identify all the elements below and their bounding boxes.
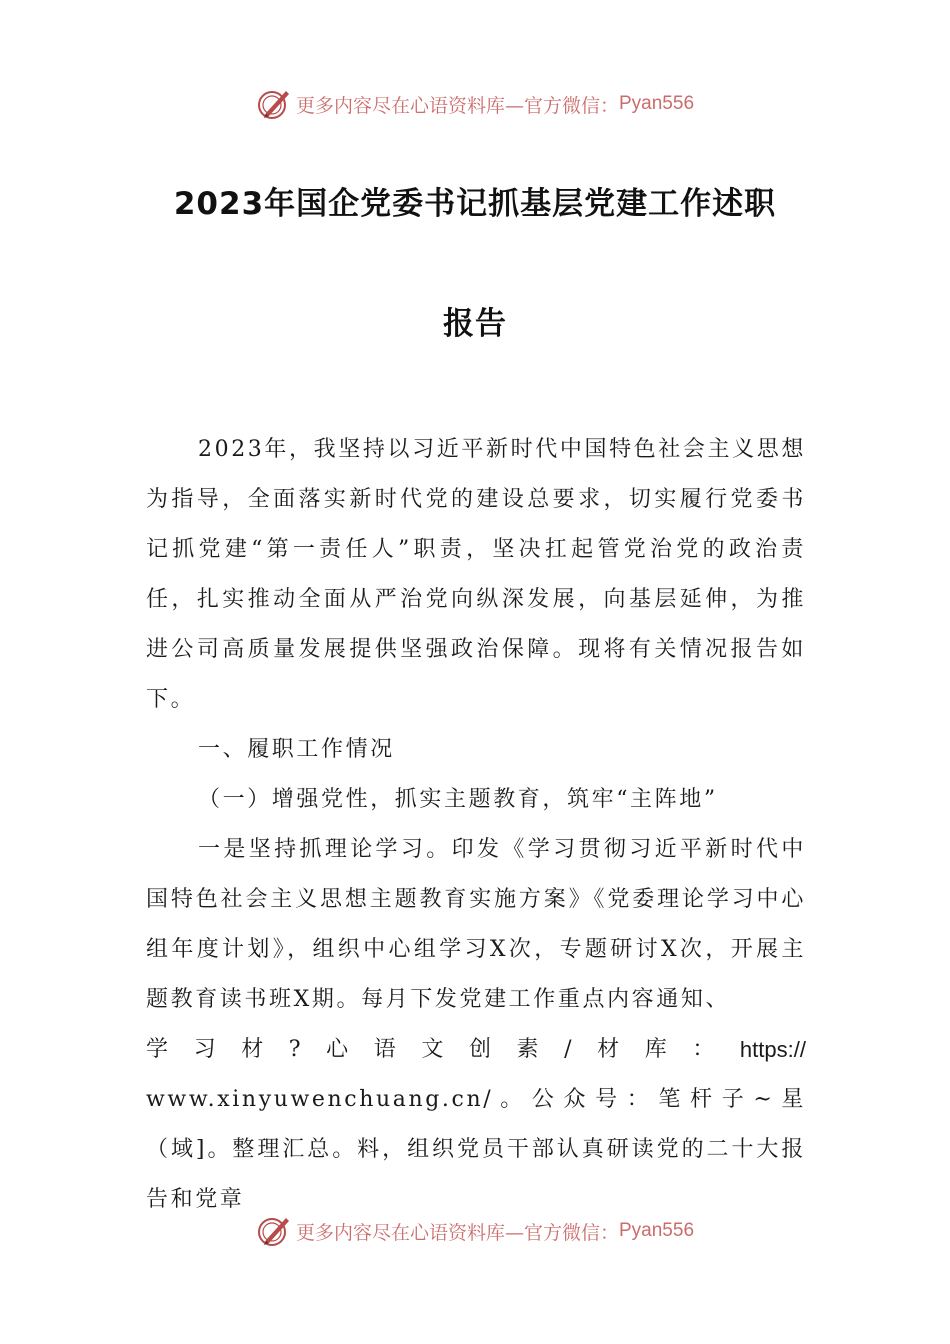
paragraph-continuation: www.xinyuwenchuang.cn/。公众号：笔杆子~星（域]。整理汇总。料，组织党员干部认真研读党的二十大报告和党章 bbox=[146, 1087, 806, 1212]
spread-char: ： bbox=[692, 1037, 715, 1062]
document-body bbox=[146, 425, 806, 1225]
banner-wechat-id: Pyan556 bbox=[619, 93, 695, 114]
spread-char: / bbox=[564, 1037, 572, 1062]
pen-logo-icon bbox=[256, 1213, 292, 1249]
section-heading-1: 一、履职工作情况 bbox=[198, 737, 395, 762]
spread-char: 素 bbox=[516, 1037, 539, 1062]
header-banner bbox=[0, 84, 950, 124]
banner-wechat-id: Pyan556 bbox=[619, 1220, 695, 1241]
document-title-line-2: 报告 bbox=[443, 306, 507, 342]
paragraph-intro: 2023年，我坚持以习近平新时代中国特色社会主义思想为指导，全面落实新时代党的建设总要求，切实履行党委书记抓党建“第一责任人”职责，坚决扛起管党治党的政治责任，扎实推动全面从严治党向纵深发展，向基层延伸，为推进公司高质量发展提供坚强政治保障。现将有关情况报告如下。 bbox=[146, 437, 806, 712]
spread-char: 学 bbox=[146, 1037, 169, 1062]
spread-char: 文 bbox=[421, 1037, 444, 1062]
spread-char: 语 bbox=[373, 1037, 396, 1062]
spread-char: 材 bbox=[597, 1037, 620, 1062]
spread-char: 库 bbox=[644, 1037, 667, 1062]
section-heading-1-1: （一）增强党性，抓实主题教育，筑牢“主阵地” bbox=[198, 787, 718, 812]
banner-text: 更多内容尽在心语资料库—官方微信： bbox=[295, 1221, 619, 1244]
spread-char: 心 bbox=[326, 1037, 349, 1062]
footer-banner bbox=[0, 1211, 950, 1251]
banner-text: 更多内容尽在心语资料库—官方微信： bbox=[295, 94, 619, 117]
spread-url-start: https:// bbox=[739, 1037, 806, 1062]
spread-char: 习 bbox=[193, 1037, 216, 1062]
pen-logo-icon bbox=[256, 86, 292, 122]
spread-char: ? bbox=[288, 1037, 301, 1062]
document-title-line-1: 2023年国企党委书记抓基层党建工作述职 bbox=[173, 186, 777, 222]
spread-line bbox=[146, 1025, 806, 1075]
spread-char: 材 bbox=[241, 1037, 264, 1062]
spread-char: 创 bbox=[468, 1037, 491, 1062]
paragraph-theory-study: 一是坚持抓理论学习。印发《学习贯彻习近平新时代中国特色社会主义思想主题教育实施方案》《党委理论学习中心组年度计划》，组织中心组学习X次，专题研讨X次，开展主题教育读书班X期。每月下发党建工作重点内容通知、 bbox=[146, 837, 806, 1012]
